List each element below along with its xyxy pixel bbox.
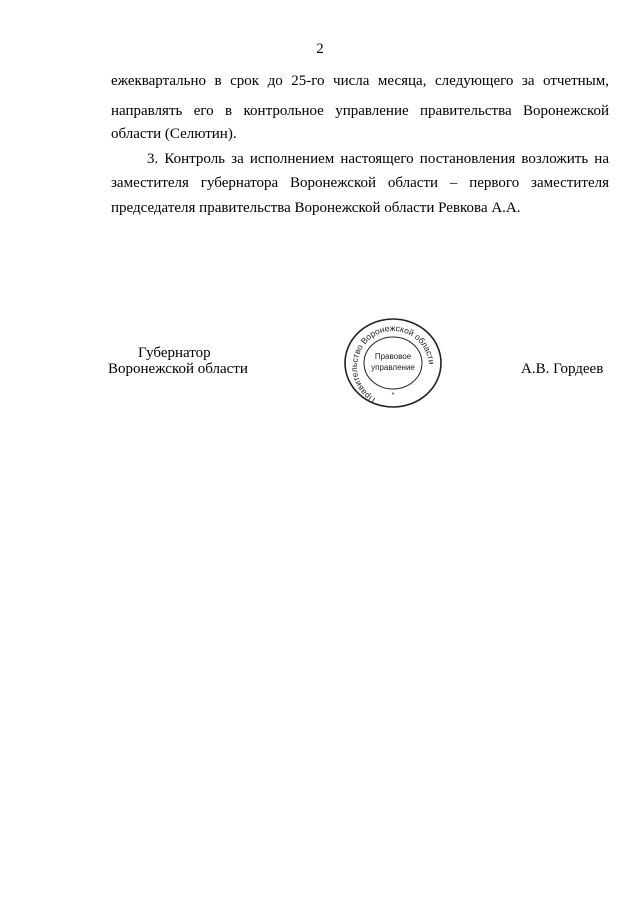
signatory-name: А.В. Гордеев: [521, 361, 604, 377]
paragraph-line-5: заместителя губернатора Воронежской области – первого заместителя: [111, 175, 609, 191]
stamp-star-icon: *: [391, 392, 395, 399]
paragraph-line-3: области (Селютин).: [111, 126, 237, 142]
paragraph-line-6: председателя правительства Воронежской области Ревкова А.А.: [111, 200, 521, 216]
page-number: 2: [316, 41, 324, 57]
signature-title-line-2: Воронежской области: [108, 361, 248, 377]
paragraph-line-1: ежеквартально в срок до 25-го числа месяца, следующего за отчетным,: [111, 73, 609, 89]
paragraph-line-4: 3. Контроль за исполнением настоящего постановления возложить на: [147, 151, 609, 167]
stamp-center-line-2: управление: [371, 363, 415, 372]
stamp-center-line-1: Правовое: [374, 352, 412, 361]
stamp-ring-text: Правительство Воронежской области: [348, 322, 437, 406]
official-stamp: [341, 317, 445, 409]
signature-title-line-1: Губернатор: [138, 345, 211, 361]
paragraph-line-2: направлять его в контрольное управление правительства Воронежской: [111, 103, 609, 119]
